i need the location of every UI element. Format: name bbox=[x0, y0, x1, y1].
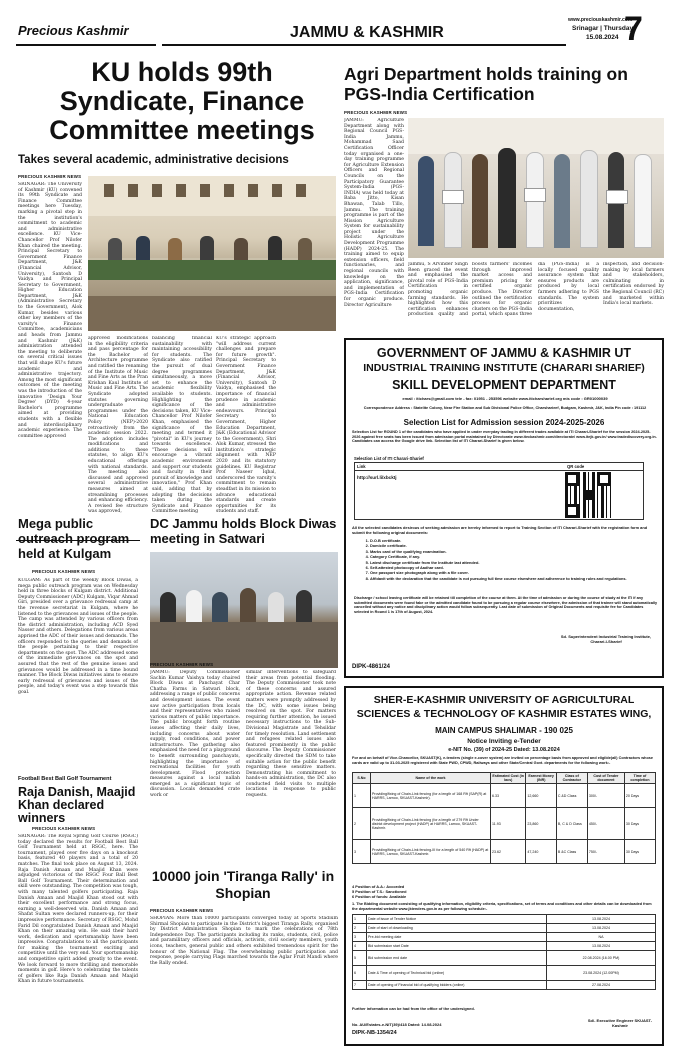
table-cell: NA bbox=[547, 933, 656, 942]
table-cell: 22.08.2024 (16.00 PM) bbox=[547, 951, 656, 966]
table-cell: 23.62 bbox=[491, 840, 526, 864]
table-cell: 1 bbox=[353, 784, 371, 808]
table-header: Estimated Cost (in lacs) bbox=[492, 774, 524, 782]
iti-doc-item: 1. D.O.B certificate. bbox=[370, 538, 650, 543]
iti-line1: GOVERNMENT OF JAMMU & KASHMIR UT bbox=[376, 346, 632, 360]
table-cell: 30 Days bbox=[624, 840, 655, 864]
table-header: Cost of Tender document bbox=[587, 773, 624, 784]
iti-link-box bbox=[354, 462, 644, 520]
agri-byline: PRECIOUS KASHMIR NEWS bbox=[344, 110, 408, 115]
iti-advertisement bbox=[344, 338, 664, 678]
kulgam-byline: PRECIOUS KASHMIR NEWS bbox=[32, 569, 96, 574]
table-header: S.No bbox=[353, 773, 371, 784]
page-number: 7 bbox=[624, 10, 643, 48]
iti-dipk: DIPK-4861/24 bbox=[352, 664, 391, 670]
ku-meeting-photo bbox=[88, 176, 336, 331]
dc-meeting-photo bbox=[150, 552, 338, 668]
table-cell: 6 bbox=[353, 966, 367, 981]
iti-doc-item: 2. Domicile certificate. bbox=[370, 543, 650, 548]
kulgam-headline: Mega public outreach program held at Kulgam bbox=[18, 516, 130, 561]
iti-address: Correspondence Address : Statelite Colony, Near Fire Station and Sub Divisional Police Office, Charsharieef, Budgam, Kashmir, J&K, India Pin code : 191112 bbox=[363, 406, 647, 410]
table-cell: Providing/fixing of Chain-Link fencing-III for a length of 540 Rft (HADP) at HARRS, Larnoo, SKUAST-Kashmir. bbox=[371, 840, 491, 864]
skuast-line5: e-NIT No. (39) of 2024-25 Dated: 13.08.2024 bbox=[448, 747, 560, 753]
tiranga-story bbox=[148, 868, 338, 1046]
skuast-footer: Further information can be had from the office of the undersigned. bbox=[352, 1006, 475, 1011]
ku-headline: KU holds 99th Syndicate, Finance Committee meetings bbox=[49, 57, 315, 145]
table-row bbox=[353, 808, 656, 840]
edition: Srinagar | Thursday bbox=[572, 25, 634, 32]
iti-intro: Selection List for ROUND 1 of the candidates who have applied in under everyday trading in different trades available at ITI Charari-Sharief for the session 2024-2025-2026 against free seats has been issued from admission portal maintained by Directorate www.iteckashmir.com/directorate/ www.itejk.gov.in/ www.tradediscovery.org.in. Candidates can access the Google drive link. Selection list of ITI Charari-Sharief is given below. bbox=[352, 430, 657, 444]
tiranga-headline: 10000 join 'Tiranga Rally' in Shopian bbox=[151, 868, 335, 901]
dc-col1: JAMMU: Deputy Commissioner Sachin Kumar Vaishya today chaired Block Diwas at Panchayat Char Chatha Farms in Satwari block, addressing a range of public concerns and development issues. The event saw active participation from locals and their representatives who raised various matters of public importance. The public brought forth routine issues affecting their daily lives, including concerns about water supply, road conditions, and power infrastructure. The gathering also emphasized the need for a playground to benefit surrounding panchayats, highlighting the importance of recreational facilities for youth development. Flood protection measures against a local nallah emerged as a significant topic of discussion. Locals demanded crate work or bbox=[150, 670, 240, 799]
table-row bbox=[353, 924, 656, 933]
ku-col4: KU's strategic approach "will address current challenges and prepare for future growth". Principal Secretary to Government Finance Department, J&K (Financial Advisor, University), Santosh D Vaidya, emphasised the importance of financial prudence in academic and administrative endeavours. Principal Secretary to Government, Higher Education Department, J&K (Educational Advisor to the Government), Shri Alok Kumar, stressed the institution's strategic alignment with NEP 2020 and its statutory guidelines. KU Registrar Prof Naseer Iqbal, underscored the varsity's commitment to remain steadfast in its mission to advance educational standards and create opportunities for its students and staff. bbox=[216, 336, 276, 515]
iti-link-url[interactable]: http://surl.li/xbcktj bbox=[357, 475, 397, 480]
table-cell: 27.08.2024 bbox=[547, 981, 656, 990]
iti-sign: Sd. Superintendent Industrial Training Institute, Charari-I-Sharief bbox=[560, 634, 652, 644]
table-cell: Date & Time of opening of Technical bid (online) bbox=[367, 966, 547, 981]
ku-col3: balancing financial sustainability with maintaining accessibility for students. The Syndicate also ratified the pursuit of dual degree programmes simultaneously, a move set to enhance the academic flexibility available to students. Highlighting the significance of the decisions taken, KU Vice-Chancellor Prof Nilofer Khan, emphasised the significance of the meeting and termed it "pivotal" in KU's journey towards excellence. "These decisions will encourage a vibrant academic environment and support our students and faculty in their pursuit of knowledge and innovation," Prof Khan said, adding that by adopting the decisions taken during the Syndicate and Finance Committee meeting bbox=[152, 336, 212, 515]
table-cell: Bid submission end date bbox=[367, 951, 547, 966]
masthead bbox=[16, 12, 664, 46]
table-row bbox=[353, 784, 656, 808]
skuast-schedule-table bbox=[352, 914, 656, 990]
table-cell: 23,860 bbox=[526, 808, 556, 840]
agri-headline: Agri Department holds training on PGS-India Certification bbox=[344, 64, 628, 104]
table-cell: 11.93 bbox=[491, 808, 526, 840]
table-cell: Bid submission start Date bbox=[367, 942, 547, 951]
table-cell: B &C Class bbox=[556, 840, 587, 864]
table-cell: 2 bbox=[353, 808, 371, 840]
table-row bbox=[353, 840, 656, 864]
agri-col3: dia (PGS-India) is a locally focused quality assurance system that ensures products are produced by local farmers adhering to PGS standards. The system prioritizes documentation, inspection, and decision-making by local farmers and stakeholders, culminating in certification endorsed by the Regional Council (RC) and marketed within India's local markets. bbox=[538, 262, 664, 312]
skuast-number: No. AU/Estates-e-NIT(39)/418 Dated: 14.08.2024 bbox=[352, 1022, 442, 1027]
table-cell: 12,660 bbox=[526, 784, 556, 808]
skuast-positions: 4 Position of A.A.: Accorded 5 Position of T.S.: Sanctioned 6 Position of funds: Available bbox=[352, 884, 407, 899]
kulgam-body: KULGAM: As part of the weekly Block Diwas, a mega public outreach program was on Wednesday held in three blocks of Kulgam district. Additional Deputy Commissioner (ADC) Kulgam, Viqar Ahmad Giri, presided over a grievance redressal camp at the revenue secretariat in Kulgam, where he listened to the grievances and issues of the people. The camp was attended by various officers from the district administration, including ACD Syed Nasser and others. Delegations from various areas apprised the ADC of their issues and demands. The officers responded to the queries and demands of the people pertaining to their respective departments on the spot. The ADC addressed some of the immediate grievances on the spot and assured that the rest of the genuine issues and grievances would be addressed in a time bound manner. The Block Diwas initiatives aims to ensure early redressal of grievances and issues of the people, and today's event was a step towards this goal. bbox=[18, 578, 138, 695]
table-cell: 7 bbox=[353, 981, 367, 990]
ku-byline: PRECIOUS KASHMIR NEWS bbox=[18, 174, 82, 179]
skuast-line2: SCIENCES & TECHNOLOGY OF KASHMIR ESTATES WING, bbox=[356, 708, 652, 720]
table-cell: 1 bbox=[353, 915, 367, 924]
golf-story bbox=[16, 776, 140, 1046]
table-row bbox=[353, 942, 656, 951]
tiranga-body: SHOPIAN: More than 10000 participants converged today at Sports Stadium Shirmal Shopian to participate in the District's biggest Tiranga Rally, organised by District Administration Shopian to mark the celebrations of 78th Independence Day. The participants including its ranks, students, civil, police and paramilitary officers and officials, activists, civil society members, youth icons, teachers, general public and others exhibited tremendous spirit for the honour of the National Flag. The overwhelming public participation and response, people carrying Flags marched towards the Aglar Fruit Mandi where the Rally ended. bbox=[150, 916, 338, 966]
table-cell: Date of start of downloading bbox=[367, 924, 547, 933]
iti-notes: Discharge / school leaving certificate will be retained till completion of the course at them. At the time of admission or during the course of study at the ITI if any submitted documents were found fake or the admitted candidate found to be pursuing a regular course elsewhere, the admission of that trainee will stand automatically cancelled without any notice and disciplinary action would follow subsequently. Last date of submission of Original Documents and requisite fee for Candidates selected in Round 1 is 17th of August, 2024. bbox=[354, 596, 658, 614]
table-row bbox=[353, 981, 656, 990]
skuast-works-table bbox=[352, 772, 656, 864]
table-header: Time of completion bbox=[624, 773, 655, 784]
iti-doc-item: 3. Marks card of the qualifying examination. bbox=[370, 549, 650, 554]
table-row bbox=[353, 915, 656, 924]
table-cell: 450/- bbox=[587, 808, 624, 840]
iti-docs-list bbox=[370, 538, 650, 581]
table-cell: C &D Class bbox=[556, 784, 587, 808]
table-cell: 5 bbox=[353, 951, 367, 966]
table-cell: 300/- bbox=[587, 784, 624, 808]
paper-name: Precious Kashmir bbox=[18, 23, 129, 38]
agri-col1: JAMMU: Agriculture Department along with Regional Council PGS-India Jammu, Mohammad Saad Certification Officer today organised a one-day training programme for Agriculture Extension Officers and Regional Councils on the Participatory Guarantee System-India (PGS-INDIA) was held today at Baba Jitto, Kisan Bhawan, Talab Tillo, Jammu. The training programme is part of the Mission Agriculture System for sustainability project under the Holistic Agriculture Development Programme (HADP) 2024-25. The training aimed to equip extension officers, field functionaries, and regional councils with knowledge on the application, significance, and implementation of PGS-India Certification for organic produce. Director Agriculture bbox=[344, 118, 404, 308]
iti-subtitle: Selection List for Admission session 2024-2025-2026 bbox=[403, 418, 605, 427]
ku-subhead: Takes several academic, administrative decisions bbox=[18, 154, 289, 166]
table-cell: 13.08.2024 bbox=[547, 942, 656, 951]
table-cell: 6.33 bbox=[491, 784, 526, 808]
skuast-line1: SHER-E-KASHMIR UNIVERSITY OF AGRICULTURAL bbox=[373, 694, 635, 706]
iti-doc-item: 7. One passport size photograph along with a file cover. bbox=[370, 570, 650, 575]
tiranga-byline: PRECIOUS KASHMIR NEWS bbox=[150, 908, 214, 913]
ku-col1: SRINAGAR: The University of Kashmir (KU) convened its 99th Syndicate and Finance Committee meetings here Tuesday, marking a pivotal step in the institution's commitment to academic and administrative excellence. KU Vice-Chancellor Prof Nilofer Khan chaired the meeting. Principal Secretary to Government Finance Department, J&K (Financial Advisor, University), Santosh D Vaidya and Principal Secretary to Government, Higher Education Department, J&K (Administrative Secretary to the Government), Alok Kumar, besides various other key members of the varsity's Finance Committee, academicians and heads from Jammu and Kashmir (J&K) administration attended the meeting to deliberate on several critical issues that will shape KU's future academic and administrative trajectory. Among the most significant outcomes of the meeting was the introduction of the innovative 'Design Your Degree' (DYD) 4-year Bachelor's programme aimed at providing students with a flexible and interdisciplinary academic experience. The committee approved bbox=[18, 182, 82, 439]
dc-headline: DC Jammu holds Block Diwas meeting in Satwari bbox=[150, 516, 337, 546]
iti-link-head: Link bbox=[357, 464, 366, 469]
table-cell: Date of opening of Financial bid of qualifying bidders (online) bbox=[367, 981, 547, 990]
skuast-sign: Sd/- Executive Engineer SKUAST-Kashmir bbox=[587, 1018, 653, 1028]
agri-story bbox=[342, 64, 664, 334]
table-cell: Pre-bid meeting date bbox=[367, 933, 547, 942]
agri-col2: Jammu, S Arvinder Singh Reen graced the event and emphasised the pivotal role of PGS-India Certification in promoting organic farming standards. He highlighted how this certification enhances production quality and boosts farmers' incomes through improved market access and premium pricing for certified organic produce. The Director outlined the certification process for organic clusters on the PGS-India portal, which spans three bbox=[408, 262, 532, 318]
table-cell: 20 Days bbox=[624, 784, 655, 808]
iti-line2: INDUSTRIAL TRAINING INSTITUTE (CHARARI SHARIEF) bbox=[363, 362, 645, 374]
table-row bbox=[353, 966, 656, 981]
date: 15.08.2024 bbox=[586, 34, 619, 41]
ku-col2: approved modifications in the eligibility criteria and pass percentage for the Bachelor of Architecture programme and ratified the renaming of the Institute of Music and Fine Arts as the Pran Krishan Kaul Institute of Music and Fine Arts. The Syndicate adopted statutes governing undergraduate programmes under the National Education Policy (NEP)-2020 retroactively from the academic session 2022. The adoption includes modifications and additions to these statutes, to align KU's educational offerings with national standards. The meeting also discussed and approved several administrative measures aimed at streamlining processes and enhancing efficiency. A revised fee structure was approved, bbox=[88, 336, 148, 515]
golf-byline: PRECIOUS KASHMIR NEWS bbox=[32, 826, 96, 831]
skuast-line3: MAIN CAMPUS SHALIMAR - 190 025 bbox=[435, 726, 573, 735]
table-cell: 23.08.2024 (12.00PM) bbox=[547, 966, 656, 981]
iti-doc-item: 5. Latest discharge certificate from the Institute last attended. bbox=[370, 560, 650, 565]
agri-training-photo bbox=[408, 118, 664, 258]
table-cell: Providing/fixing of Chain-Link fencing (for a length of 279 Rft Under district development project (HADP) at HARRS, Larnoo, SKUAST-Kashmir. bbox=[371, 808, 491, 840]
golf-headline: Raja Danish, Maajid Khan declared winners bbox=[18, 785, 136, 825]
golf-kicker: Football Best Ball Golf Tournament bbox=[18, 776, 112, 782]
table-header: Earnest Money (INR) bbox=[526, 773, 556, 784]
table-cell: 3 bbox=[353, 933, 367, 942]
table-cell: 750/- bbox=[587, 840, 624, 864]
qr-code-icon bbox=[565, 472, 611, 518]
table-cell: 13.08.2024 bbox=[547, 924, 656, 933]
table-cell: 47,240 bbox=[526, 840, 556, 864]
dc-col2: similar interventions to safeguard their areas from potential flooding. The Deputy Commissioner took note of these concerns and assured appropriate action. Revenue related matters were promptly addressed by the DC, with some issues being resolved on the spot. For matters requiring further attention, he issued necessary instructions to the Sub-Divisional Magistrate and Tehsildar for timely resolution. Land settlement and refugees related issues also featured prominently in the public discourse. The Deputy Commissioner specifically directed the SDM to take suitable action for the public benefit regarding these sensitive matters. Demonstrating his commitment to hands-on administration, the DC also conducted field visits to multiple locations in response to public requests. bbox=[246, 670, 336, 799]
website: www.preciouskashmir.com bbox=[568, 17, 633, 23]
iti-doc-item: 8. Affidavit with the declaration that the candidate is not pursuing full time course elsewhere and adherence to training rules and regulations. bbox=[370, 576, 650, 581]
iti-qr-head: QR code bbox=[567, 464, 585, 469]
section-title: JAMMU & KASHMIR bbox=[290, 24, 444, 41]
skuast-dipk: DIPK-NB-1354/24 bbox=[352, 1030, 397, 1036]
skuast-intro: For and on behalf of Vice-Chancellor, SKUAST(K), e-tenders (single e-cover system) are invited on percentage basis from approved and eligible(all) Contractors whose cards are valid up to 31-03-2025 registered with State PWD, CPWD, Railways and other State/Central Govt. departments for the following work:- bbox=[352, 756, 654, 765]
table-cell: 2 bbox=[353, 924, 367, 933]
skuast-schedule-intro: 1. The Bidding document consisting of qualifying information, eligibility criteria, specifications, set of terms and conditions and other details can be downloaded from the departmental website www.jktenders.gov.in as per following schedule:- bbox=[352, 902, 652, 911]
table-row bbox=[353, 933, 656, 942]
skuast-line4: Notice Inviting e-Tender bbox=[467, 738, 541, 745]
iti-contact: email : itichars@gmail.com tele - fax: 01951 - 253596 website www.iticharsharief.org mis code : GR01000039 bbox=[402, 396, 608, 401]
dc-byline: PRECIOUS KASHMIR NEWS bbox=[150, 662, 214, 667]
dc-story bbox=[148, 516, 338, 861]
kulgam-story bbox=[16, 516, 140, 796]
table-cell: 3 bbox=[353, 840, 371, 864]
iti-doc-item: 4. Category Certificate, if any. bbox=[370, 554, 650, 559]
table-cell: 30 Days bbox=[624, 808, 655, 840]
table-cell: Date of issue of Tender Notice bbox=[367, 915, 547, 924]
iti-line3: SKILL DEVELOPMENT DEPARTMENT bbox=[392, 378, 616, 392]
table-cell: B, C & D Class bbox=[556, 808, 587, 840]
ku-story bbox=[16, 58, 338, 538]
table-cell: 4 bbox=[353, 942, 367, 951]
golf-body: SRINAGAR: The Royal Spring Golf Course (RSGC) today declared the results for Football Best Ball Golf Tournament held at RSGC, here. The tournament, played over five days on a knockout basis, featured 40 players and a total of 20 matches. The final took place on August 13, 2024. Raja Danish Amaan and Maajid Khan were adjudged victorious of the RSGC Four Ball Best Ball Golf Tournament. Their determination and skill were outstanding. The competition was tough, with many talented golfers participating. Raja Danish Amaan and Maajid Khan stood out with their excellent performance and strong focus, earning a well-deserved win. Danish Amaan and Shafat Sultan were declared runners-up, for their impressive performance. Secretary of RSGC, Mohd Farid Dil congratulated Danish Amaan and Maajid Khan on their amazing win. He said their hard work, dedication and sportsmanship have been impressive. Congratulations to all the participants for making the tournament exciting and competitive until the very end. Your sportsmanship and competitive spirit added greatly to the event. We look forward to more thrilling and memorable moments in golf. Here's to celebrating the talents of golfers like Raja Danish Amaan and Maajid Khan in future tournaments. bbox=[18, 834, 138, 985]
table-cell: 13.08.2024 bbox=[547, 915, 656, 924]
iti-link-label: Selection List of ITI Charari-Sharief bbox=[354, 456, 424, 461]
table-cell: Providing/fixing of Chain-Link fencing (for a length of 168 Rft (SAP(R) at HARRS, Larnoo, SKUAST-Kashmir). bbox=[371, 784, 491, 808]
iti-docs-intro: All the selected candidates desirous of seeking admission are hereby informed to report to Training Section of ITI Charari-Sharief with the registration form and submit the following original documents: bbox=[352, 525, 648, 535]
skuast-advertisement bbox=[344, 686, 664, 1046]
table-header: Name of the work bbox=[371, 773, 491, 784]
table-row bbox=[353, 951, 656, 966]
iti-doc-item: 6. Self-attested photocopy of Aadhar card. bbox=[370, 565, 650, 570]
table-header: Class of Contractor bbox=[556, 773, 587, 784]
